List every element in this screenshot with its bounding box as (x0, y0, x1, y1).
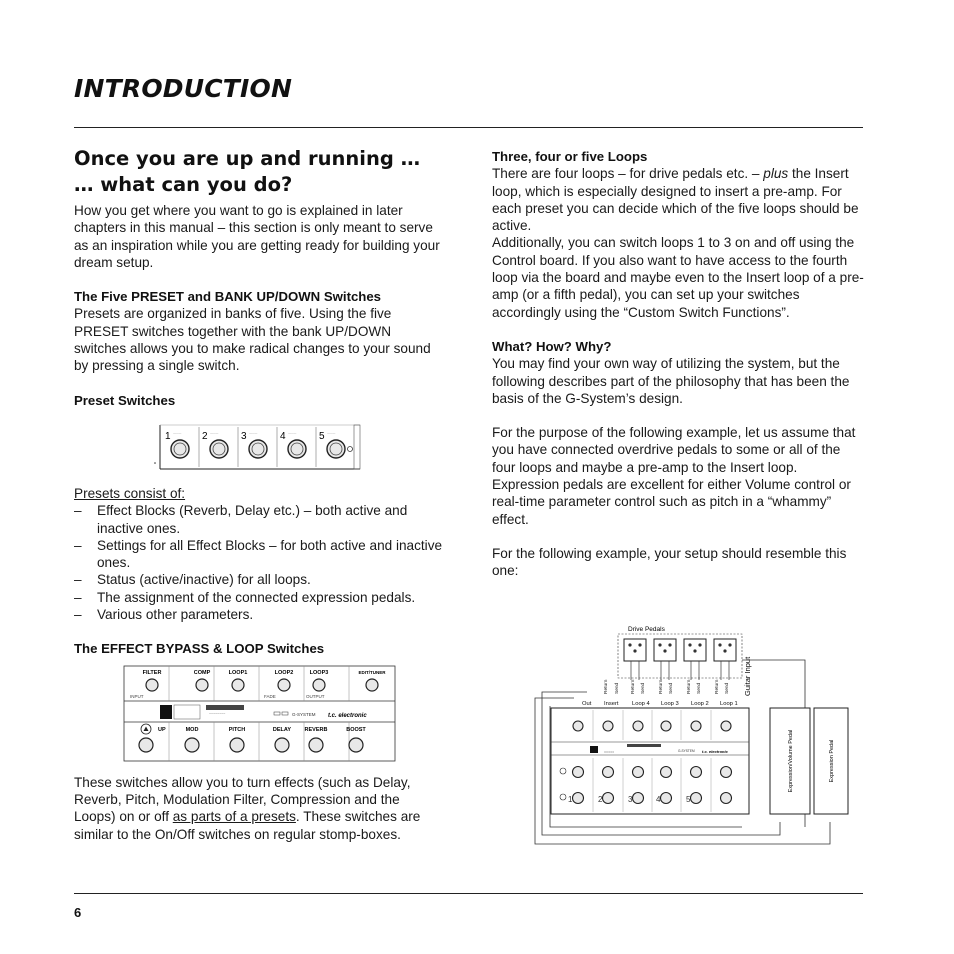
svg-text:=====: ===== (604, 750, 615, 754)
left-column (74, 146, 444, 843)
g-system-unit (551, 708, 749, 814)
effect-switch-knob-4 (278, 679, 290, 691)
expression-volume-label: Expression/Volume Pedal (788, 729, 794, 793)
footswitch-knob-2 (185, 738, 199, 752)
list-item: – Various other parameters. (74, 606, 444, 623)
preset-number-3: 3 (241, 430, 247, 442)
effect-bypass-heading: The EFFECT BYPASS & LOOP Switches (74, 641, 325, 657)
jack-label-insert: Insert (604, 701, 619, 707)
jack-label-loop4: Loop 4 (632, 701, 650, 707)
effect-label-loop2: LOOP2 (274, 669, 294, 676)
preset-switches-figure (74, 409, 444, 477)
preset-led-icon (348, 446, 353, 451)
svg-text:~~~~~~~~: ~~~~~~~~ (209, 711, 226, 716)
list-item: – Settings for all Effect Blocks – for both active and inactive ones. (74, 537, 444, 572)
page-number: 6 (74, 905, 82, 920)
presets-link: as parts of a presets (172, 809, 296, 825)
footswitch-label-mod: MOD (185, 726, 199, 733)
footswitch-label-up: UP (158, 726, 166, 733)
footswitch-knob-4 (275, 738, 289, 752)
svg-text:5: 5 (686, 795, 691, 804)
svg-text:2: 2 (598, 795, 603, 804)
headline-line-1: Once you are up and running … (74, 147, 421, 170)
guitar-input-label: Guitar Input (743, 656, 752, 696)
svg-text:Return: Return (631, 679, 636, 694)
svg-text:Send: Send (641, 682, 646, 694)
preset-number-1: 1 (165, 430, 171, 442)
effect-switch-knob-2 (196, 679, 208, 691)
header-rule (74, 127, 863, 128)
drive-pedal-1 (624, 639, 646, 661)
svg-text:t.c. electronic: t.c. electronic (702, 749, 728, 754)
svg-text:----------: ---------- (327, 431, 336, 435)
svg-text:----------: ---------- (173, 431, 182, 435)
list-item: – Status (active/inactive) for all loops. (74, 571, 444, 588)
preset-number-4: 4 (280, 430, 286, 442)
effect-label-edit-tuner: EDIT/TUNER (358, 669, 386, 675)
preset-number-5: 5 (319, 430, 325, 442)
effect-bypass-figure (74, 658, 444, 770)
svg-text:G-SYSTEM: G-SYSTEM (678, 749, 695, 753)
svg-text:1: 1 (568, 795, 573, 804)
drive-pedal-4 (714, 639, 736, 661)
footswitch-knob-1 (139, 738, 153, 752)
presets-list (74, 502, 444, 623)
preset-bank-heading: The Five PRESET and BANK UP/DOWN Switches (74, 289, 382, 305)
what-paragraph: You may find your own way of utilizing the system, but the following describes part of the philosophy that has been the basis of the G-System’s design. (492, 356, 850, 406)
jack-label-loop1: Loop 1 (720, 701, 738, 707)
footswitch-knob-3 (230, 738, 244, 752)
footswitch-label-reverb: REVERB (304, 726, 328, 733)
footswitch-label-delay: DELAY (272, 726, 292, 733)
list-item: – Effect Blocks (Reverb, Delay etc.) – both active and inactive ones. (74, 502, 444, 537)
svg-text:3: 3 (628, 795, 633, 804)
setup-diagram (530, 622, 860, 852)
down-arrow-icon (560, 794, 566, 800)
expression-pedal (814, 708, 848, 814)
effect-sub-label-fade: FADE (264, 693, 276, 699)
headline-line-2: … what can you do? (74, 173, 293, 196)
drive-pedal-2 (654, 639, 676, 661)
svg-text:----------: ---------- (210, 431, 219, 435)
display-screen (160, 705, 172, 719)
preset-switch-1 (165, 427, 199, 467)
what-heading: What? How? Why? (492, 338, 612, 354)
svg-text:Send: Send (669, 682, 674, 694)
preset-switch-5 (319, 431, 353, 458)
effect-label-comp: COMP (193, 669, 211, 676)
preset-switches-heading: Preset Switches (74, 392, 176, 408)
example-paragraph: For the purpose of the following example, let us assume that you have connected overdrive pedals to some or all of the four loops and maybe a pre-amp to the Insert loop. Expression pedals are excellent for either Volume control or real-time parameter control such as pitch in a “whammy” effect. (492, 425, 856, 527)
effect-label-loop3: LOOP3 (309, 669, 329, 676)
effect-sub-label-output: OUTPUT (306, 693, 325, 699)
effect-switch-knob-5 (313, 679, 325, 691)
footswitch-label-boost: BOOST (346, 726, 366, 733)
svg-text:Return: Return (659, 679, 664, 694)
svg-text:Return: Return (687, 679, 692, 694)
loops-heading: Three, four or five Loops (492, 149, 648, 164)
effect-label-loop1: LOOP1 (228, 669, 248, 676)
expression-volume-pedal (770, 708, 810, 814)
svg-text:Send: Send (725, 682, 730, 694)
footswitch-knob-6 (349, 738, 363, 752)
svg-text:Send: Send (615, 682, 620, 694)
setup-paragraph: For the following example, your setup should resemble this one: (492, 545, 847, 579)
svg-text:Return: Return (715, 679, 720, 694)
preset-bank-paragraph: Presets are organized in banks of five. Using the five PRESET switches together with the bank UP/DOWN switches allows you to make radical changes to your sound by pressing a single switch. (74, 306, 431, 374)
expression-pedal-label: Expression Pedal (829, 739, 835, 783)
effects-paragraph: These switches allow you to turn effects (such as Delay, Reverb, Pitch, Modulation Filter, Compression and the Loops) on or off as parts of a presets. These switches are similar to the On/Off switches on regular stomp-boxes. (74, 774, 421, 842)
effect-switch-knob-6 (366, 679, 378, 691)
section-headline (74, 146, 444, 198)
footswitch-knob-5 (309, 738, 323, 752)
jack-label-loop2: Loop 2 (691, 701, 709, 707)
presets-consist-heading: Presets consist of: (74, 485, 186, 501)
jack-label-loop3: Loop 3 (661, 701, 679, 707)
product-name: G-SYSTEM (292, 711, 316, 717)
brand-logo: t.c. electronic (328, 712, 367, 719)
effect-sub-label-input: INPUT (130, 693, 144, 699)
loops-paragraph: There are four loops – for drive pedals etc. – plus the Insert loop, which is especially designed to insert a pre-amp. For each preset you can decide which of the five loops should be active. (492, 166, 859, 234)
preset-switch-2 (202, 427, 238, 467)
footswitch-label-pitch: PITCH (228, 726, 246, 733)
list-item: – The assignment of the connected expression pedals. (74, 589, 444, 606)
preset-switch-4 (280, 427, 316, 467)
drive-pedal-3 (684, 639, 706, 661)
jack-label-out: Out (582, 701, 592, 707)
right-column (492, 148, 867, 580)
svg-text:----------: ---------- (249, 431, 258, 435)
intro-paragraph: How you get where you want to go is explained in later chapters in this manual – this section is only meant to serve as an inspiration while you are getting ready for building your dream setup. (74, 203, 440, 270)
page-title: INTRODUCTION (74, 74, 293, 103)
effect-switch-knob-3 (232, 679, 244, 691)
preset-number-2: 2 (202, 430, 208, 442)
up-arrow-icon (560, 768, 566, 774)
svg-text:Send: Send (697, 682, 702, 694)
drive-pedals-label: Drive Pedals (628, 626, 665, 633)
footer-rule (74, 893, 863, 894)
preset-switch-3 (241, 427, 277, 467)
svg-text:----------: ---------- (288, 431, 297, 435)
loops-paragraph-2: Additionally, you can switch loops 1 to 3 on and off using the Control board. If you also want to have access to the fourth loop via the board and maybe even to the Insert loop of a pre-amp (or a fifth pedal), you can set up your switches accordingly using the “Custom Switch Functions”. (492, 235, 864, 320)
effect-switch-knob-1 (146, 679, 158, 691)
effect-label-filter: FILTER (142, 669, 162, 676)
svg-text:Return: Return (604, 679, 609, 694)
svg-text:4: 4 (656, 795, 661, 804)
